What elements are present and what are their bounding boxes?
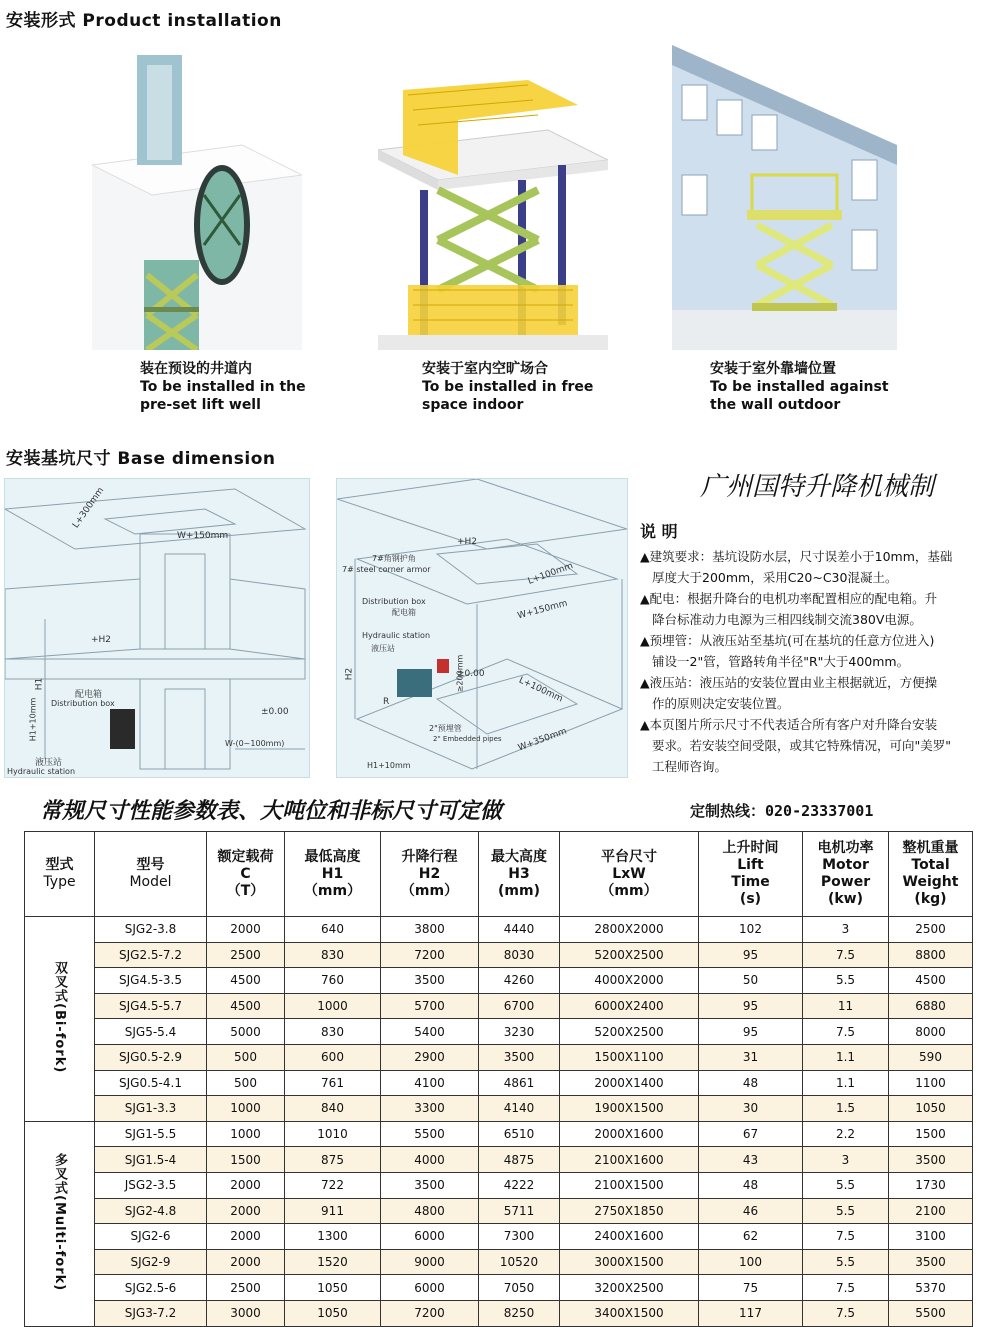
table-cell: 1500 [207, 1147, 285, 1173]
table-cell: 4440 [479, 917, 560, 943]
table-cell: 1000 [207, 1121, 285, 1147]
table-cell: 600 [285, 1044, 381, 1070]
note-line: 要求。若安装空间受限，或其它特殊情况，可向"美罗" [652, 738, 952, 753]
table-cell: 1.5 [803, 1096, 889, 1122]
table-cell: 7.5 [803, 942, 889, 968]
table-cell: 5711 [479, 1198, 560, 1224]
table-cell: 48 [699, 1070, 803, 1096]
table-cell: 8800 [889, 942, 973, 968]
table-cell: 4500 [889, 968, 973, 994]
table-cell: 5.5 [803, 1172, 889, 1198]
table-cell: SJG2-3.8 [95, 917, 207, 943]
note-line: 作的原则决定安装位置。 [652, 696, 790, 711]
table-cell: 760 [285, 968, 381, 994]
header-total-weight: 整机重量 Total Weight (kg) [889, 832, 973, 917]
table-cell: 95 [699, 993, 803, 1019]
table-row [25, 1249, 973, 1275]
dim-label-r: R [383, 697, 390, 707]
note-line: 铺设一2"管，管路转角半径"R"大于400mm。 [652, 654, 910, 669]
table-cell: SJG4.5-3.5 [95, 968, 207, 994]
label-embedded-pipe-cn: 2"预埋管 [429, 724, 462, 733]
header-platform-size: 平台尺寸 LxW （mm） [560, 832, 699, 917]
base-title: 安装基坑尺寸 Base dimension [6, 449, 276, 469]
table-cell: 1900X1500 [560, 1096, 699, 1122]
installation-title: 安装形式 Product installation [6, 11, 282, 31]
table-cell: 30 [699, 1096, 803, 1122]
dim-label-h1-10: H1+10mm [28, 697, 38, 742]
table-cell: 4000X2000 [560, 968, 699, 994]
table-cell: 2000 [207, 1172, 285, 1198]
table-cell: 3 [803, 1147, 889, 1173]
table-cell: 3100 [889, 1224, 973, 1250]
table-cell: 1500X1100 [560, 1044, 699, 1070]
table-cell: 31 [699, 1044, 803, 1070]
table-cell: 7.5 [803, 1300, 889, 1326]
custom-hotline: 定制热线：020-23337001 [690, 802, 874, 820]
label-distribution-box-cn-r: 配电箱 [392, 608, 416, 617]
table-cell: 4875 [479, 1147, 560, 1173]
table-cell: SJG1.5-4 [95, 1147, 207, 1173]
table-cell: 11 [803, 993, 889, 1019]
table-cell: 2500 [207, 942, 285, 968]
table-row [25, 1096, 973, 1122]
table-cell: 5400 [381, 1019, 479, 1045]
table-cell: 5500 [381, 1121, 479, 1147]
table-cell: 100 [699, 1249, 803, 1275]
table-cell: 3500 [479, 1044, 560, 1070]
table-row [25, 1121, 973, 1147]
table-cell: 5700 [381, 993, 479, 1019]
base-diagram-right [336, 478, 628, 778]
notes-body [640, 546, 996, 777]
header-motor-power: 电机功率 Motor Power (kw) [803, 832, 889, 917]
dim-label-w-minus: W-(0~100mm) [225, 739, 285, 748]
table-cell: 5000 [207, 1019, 285, 1045]
table-cell: 830 [285, 1019, 381, 1045]
table-cell: 1520 [285, 1249, 381, 1275]
table-cell: 46 [699, 1198, 803, 1224]
table-cell: 640 [285, 917, 381, 943]
table-cell: 2000X1600 [560, 1121, 699, 1147]
table-cell: 875 [285, 1147, 381, 1173]
table-cell: SJG2.5-7.2 [95, 942, 207, 968]
table-cell: 102 [699, 917, 803, 943]
table-cell: 4861 [479, 1070, 560, 1096]
table-cell: 3300 [381, 1096, 479, 1122]
table-cell: 4500 [207, 993, 285, 1019]
table-cell: 7200 [381, 1300, 479, 1326]
table-cell: 95 [699, 1019, 803, 1045]
group-label: 双叉式(Bi-fork) [25, 917, 95, 1122]
table-cell: 5.5 [803, 1249, 889, 1275]
table-cell: 1.1 [803, 1044, 889, 1070]
note-line: ▲预埋管：从液压站至基坑(可在基坑的任意方位进入) [640, 633, 935, 648]
table-row [25, 1275, 973, 1301]
table-cell: 830 [285, 942, 381, 968]
table-cell: 1500 [889, 1121, 973, 1147]
note-line: ▲建筑要求：基坑设防水层，尺寸误差小于10mm，基础 [640, 549, 953, 564]
table-row [25, 993, 973, 1019]
table-cell: 2500 [889, 917, 973, 943]
installation-image-lift-well [92, 45, 302, 350]
table-cell: 3500 [381, 1172, 479, 1198]
table-cell: 8000 [889, 1019, 973, 1045]
table-row [25, 1147, 973, 1173]
dim-label-zero-r: ±0.00 [457, 669, 485, 679]
table-banner: 常规尺寸性能参数表、大吨位和非标尺寸可定做 [40, 798, 503, 824]
dim-label-w150: W+150mm [177, 531, 229, 541]
table-cell: 2500 [207, 1275, 285, 1301]
note-line: ▲配电：根据升降台的电机功率配置相应的配电箱。升 [640, 591, 938, 606]
note-line: 厚度大于200mm，采用C20~C30混凝土。 [652, 570, 898, 585]
table-cell: SJG0.5-2.9 [95, 1044, 207, 1070]
label-distribution-box-r: Distribution box [362, 597, 426, 606]
header-model: 型号 Model [95, 832, 207, 917]
table-cell: 722 [285, 1172, 381, 1198]
installation-image-outdoor [672, 45, 897, 350]
table-cell: 4140 [479, 1096, 560, 1122]
dim-label-w150-top: W+150mm [516, 598, 569, 622]
table-cell: 48 [699, 1172, 803, 1198]
table-cell: 1050 [889, 1096, 973, 1122]
table-cell: 7200 [381, 942, 479, 968]
table-cell: 2.2 [803, 1121, 889, 1147]
note-line: ▲本页图片所示尺寸不代表适合所有客户对升降台安装 [640, 717, 938, 732]
table-cell: 7300 [479, 1224, 560, 1250]
table-cell: 6510 [479, 1121, 560, 1147]
label-hydraulic-station-cn: 液压站 [35, 758, 63, 768]
table-cell: SJG1-3.3 [95, 1096, 207, 1122]
table-cell: 500 [207, 1070, 285, 1096]
table-cell: 3000X1500 [560, 1249, 699, 1275]
label-distribution-box-cn: 配电箱 [75, 690, 103, 700]
notes-title: 说 明 [640, 522, 678, 541]
table-cell: 3500 [889, 1147, 973, 1173]
header-lift-time: 上升时间 Lift Time (s) [699, 832, 803, 917]
table-cell: 4500 [207, 968, 285, 994]
table-header-row [25, 832, 973, 917]
label-hydraulic-station-cn-r: 液压站 [371, 644, 395, 653]
table-cell: 5.5 [803, 1198, 889, 1224]
table-cell: 9000 [381, 1249, 479, 1275]
label-corner-armor: 7# steel corner armor [342, 565, 431, 574]
caption-lift-well: 装在预设的井道内 To be installed in the pre-set lift well [140, 361, 306, 413]
table-row [25, 917, 973, 943]
table-cell: 4100 [381, 1070, 479, 1096]
table-row [25, 1070, 973, 1096]
table-cell: 7.5 [803, 1275, 889, 1301]
table-cell: 2000 [207, 1224, 285, 1250]
table-cell: 5370 [889, 1275, 973, 1301]
table-cell: 6000 [381, 1275, 479, 1301]
table-row [25, 1019, 973, 1045]
table-cell: 67 [699, 1121, 803, 1147]
dim-label-h2: +H2 [91, 635, 112, 645]
note-line: 降台标准动力电源为三相四线制交流380V电源。 [652, 612, 922, 627]
table-cell: 3500 [889, 1249, 973, 1275]
table-cell: 2750X1850 [560, 1198, 699, 1224]
group-label: 多叉式(Multi-fork) [25, 1121, 95, 1326]
company-name: 广州国特升降机械制 [700, 472, 935, 502]
dim-label-h2-side: H2 [344, 667, 355, 681]
table-cell: SJG2-9 [95, 1249, 207, 1275]
note-line: 工程师咨询。 [652, 759, 728, 774]
table-cell: 5500 [889, 1300, 973, 1326]
table-cell: 1050 [285, 1300, 381, 1326]
table-cell: SJG4.5-5.7 [95, 993, 207, 1019]
table-cell: 911 [285, 1198, 381, 1224]
table-cell: 95 [699, 942, 803, 968]
table-cell: 7.5 [803, 1224, 889, 1250]
dim-label-l300: L+300mm [70, 485, 107, 531]
table-cell: 2100 [889, 1198, 973, 1224]
dim-label-l100-top: L+100mm [526, 561, 575, 587]
table-cell: 2400X1600 [560, 1224, 699, 1250]
table-cell: 50 [699, 968, 803, 994]
table-cell: 7050 [479, 1275, 560, 1301]
table-cell: 8250 [479, 1300, 560, 1326]
table-cell: SJG3-7.2 [95, 1300, 207, 1326]
installation-image-indoor [378, 80, 608, 350]
label-hydraulic-station-r: Hydraulic station [362, 631, 431, 640]
table-cell: 5200X2500 [560, 1019, 699, 1045]
dim-label-w350: W+350mm [516, 726, 569, 754]
header-stroke: 升降行程 H2 （mm） [381, 832, 479, 917]
table-cell: 62 [699, 1224, 803, 1250]
table-cell: SJG2.5-6 [95, 1275, 207, 1301]
table-cell: 2800X2000 [560, 917, 699, 943]
table-cell: 4260 [479, 968, 560, 994]
table-cell: 75 [699, 1275, 803, 1301]
label-hydraulic-station: Hydraulic station [7, 767, 76, 776]
base-diagram-left [4, 478, 310, 778]
label-corner-armor-cn: 7#角钢护角 [372, 554, 416, 563]
table-cell: 3000 [207, 1300, 285, 1326]
table-cell: 1010 [285, 1121, 381, 1147]
table-cell: 3 [803, 917, 889, 943]
table-row [25, 1198, 973, 1224]
table-cell: 4000 [381, 1147, 479, 1173]
dim-label-h1-10-r: H1+10mm [367, 761, 411, 770]
table-cell: 3400X1500 [560, 1300, 699, 1326]
table-cell: SJG2-4.8 [95, 1198, 207, 1224]
table-cell: 8030 [479, 942, 560, 968]
table-cell: SJG1-5.5 [95, 1121, 207, 1147]
table-cell: 1100 [889, 1070, 973, 1096]
dim-label-h2-top: +H2 [457, 537, 478, 547]
table-cell: 3200X2500 [560, 1275, 699, 1301]
table-row [25, 1044, 973, 1070]
table-cell: 3230 [479, 1019, 560, 1045]
dim-label-l100-bottom: L+100mm [517, 675, 565, 705]
table-cell: 1.1 [803, 1070, 889, 1096]
table-cell: 10520 [479, 1249, 560, 1275]
table-cell: 500 [207, 1044, 285, 1070]
table-cell: 2900 [381, 1044, 479, 1070]
table-cell: 117 [699, 1300, 803, 1326]
table-cell: 4800 [381, 1198, 479, 1224]
table-cell: 5.5 [803, 968, 889, 994]
table-cell: 2000 [207, 917, 285, 943]
spec-table [24, 831, 973, 1327]
table-cell: 1050 [285, 1275, 381, 1301]
caption-indoor: 安装于室内空旷场合 To be installed in free space indoor [422, 361, 594, 413]
table-cell: 2000X1400 [560, 1070, 699, 1096]
table-cell: 3500 [381, 968, 479, 994]
table-cell: 761 [285, 1070, 381, 1096]
label-distribution-box: Distribution box [51, 699, 115, 708]
table-cell: 840 [285, 1096, 381, 1122]
table-cell: 2100X1500 [560, 1172, 699, 1198]
table-cell: SJG5-5.4 [95, 1019, 207, 1045]
table-cell: SJG2-6 [95, 1224, 207, 1250]
table-cell: SJG0.5-4.1 [95, 1070, 207, 1096]
table-cell: 7.5 [803, 1019, 889, 1045]
table-cell: 4222 [479, 1172, 560, 1198]
table-cell: 5200X2500 [560, 942, 699, 968]
table-cell: 6700 [479, 993, 560, 1019]
table-cell: 43 [699, 1147, 803, 1173]
table-cell: 1000 [207, 1096, 285, 1122]
table-cell: 2000 [207, 1249, 285, 1275]
dim-label-zero: ±0.00 [261, 707, 289, 717]
header-type: 型式 Type [25, 832, 95, 917]
table-cell: 1300 [285, 1224, 381, 1250]
caption-outdoor: 安装于室外靠墙位置 To be installed against the wall outdoor [710, 361, 889, 413]
dim-label-h1: H1 [34, 677, 45, 691]
table-cell: 2000 [207, 1198, 285, 1224]
note-line: ▲液压站：液压站的安装位置由业主根据就近，方便操 [640, 675, 938, 690]
header-max-height: 最大高度 H3 (mm) [479, 832, 560, 917]
dim-label-200: ≥200mm [455, 654, 465, 693]
table-cell: 6880 [889, 993, 973, 1019]
header-min-height: 最低高度 H1 （mm） [285, 832, 381, 917]
table-row [25, 942, 973, 968]
table-cell: 1730 [889, 1172, 973, 1198]
table-cell: 1000 [285, 993, 381, 1019]
table-cell: JSG2-3.5 [95, 1172, 207, 1198]
table-cell: 6000X2400 [560, 993, 699, 1019]
header-load: 额定载荷 C （T） [207, 832, 285, 917]
table-cell: 2100X1600 [560, 1147, 699, 1173]
table-cell: 3800 [381, 917, 479, 943]
table-cell: 6000 [381, 1224, 479, 1250]
label-embedded-pipe: 2" Embedded pipes [433, 735, 502, 743]
table-row [25, 968, 973, 994]
table-cell: 590 [889, 1044, 973, 1070]
table-row [25, 1172, 973, 1198]
table-row [25, 1224, 973, 1250]
table-row [25, 1300, 973, 1326]
